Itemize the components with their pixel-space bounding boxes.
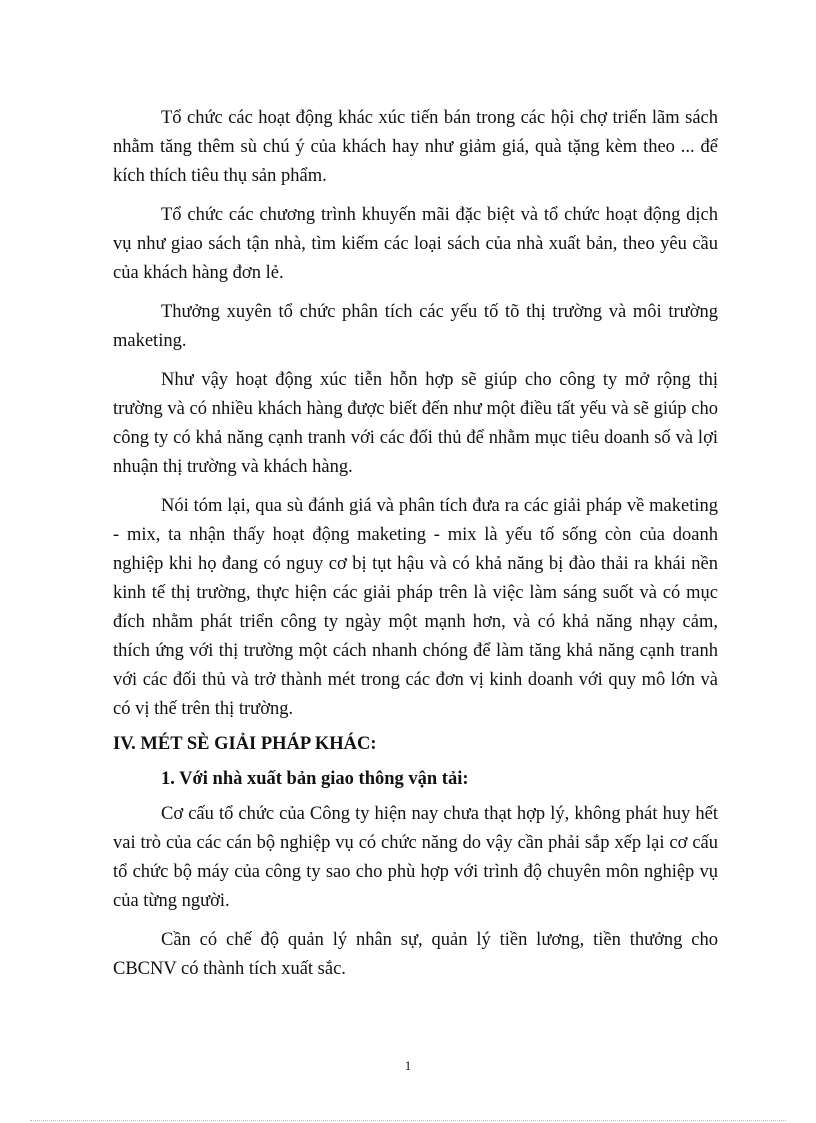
document-page xyxy=(113,104,718,984)
page-number: 1 xyxy=(404,1058,412,1073)
paragraph-promotion-fairs: Tổ chức các hoạt động khác xúc tiến bán trong các hội chợ triển lãm sách nhằm tăng thêm sù chú ý của khách hay như giảm giá, quà tặng kèm theo ... để kích thích tiêu thụ sản phẩm. xyxy=(113,108,718,186)
paragraph-market-analysis: Thưởng xuyên tổ chức phân tích các yếu tố tõ thị trường và môi trường maketing. xyxy=(113,302,718,351)
paragraph-promotion-mix: Như vậy hoạt động xúc tiễn hỗn hợp sẽ giúp cho công ty mở rộng thị trường và có nhiều khách hàng được biết đến như một điều tất yếu và sẽ giúp cho công ty có khả năng cạnh tranh với các đối thủ để nhằm mục tiêu doanh số và lợi nhuận thị trường và khách hàng. xyxy=(113,370,718,477)
section-heading: IV. MÉT SÈ GIẢI PHÁP KHÁC: xyxy=(113,734,377,754)
paragraph-special-promotions: Tổ chức các chương trình khuyến mãi đặc biệt và tổ chức hoạt động dịch vụ như giao sách tận nhà, tìm kiếm các loại sách của nhà xuất bản, theo yêu cầu của khách hàng đơn lẻ. xyxy=(113,205,718,283)
paragraph-conclusion: Nói tóm lại, qua sù đánh giá và phân tích đưa ra các giải pháp về maketing - mix, ta nhận thấy hoạt động maketing - mix là yếu tố sống còn của doanh nghiệp khi họ đang có nguy cơ bị tụt hậu và có khả năng bị đào thải ra khái nền kinh tế thị trường, thực hiện các giải pháp trên là việc làm sáng suốt và có mục đích nhằm phát triển công ty ngày một mạnh hơn, và có khả năng nhạy cảm, thích ứng với thị trường một cách nhanh chóng để làm tăng khả năng cạnh tranh với các đối thủ và trở thành mét trong các đơn vị kinh doanh với quy mô lớn và có vị thế trên thị trường. xyxy=(113,496,718,719)
paragraph-hr-management: Cần có chế độ quản lý nhân sự, quản lý tiền lương, tiền thưởng cho CBCNV có thành tích xuất sắc. xyxy=(113,930,718,979)
subsection-heading: 1. Với nhà xuất bản giao thông vận tải: xyxy=(161,769,469,789)
paragraph-org-structure: Cơ cấu tổ chức của Công ty hiện nay chưa thạt hợp lý, không phát huy hết vai trò của các cán bộ nghiệp vụ có chức năng do vậy cần phải sắp xếp lại cơ cấu tổ chức bộ máy của công ty sao cho phù hợp với trình độ chuyên môn nghiệp vụ của từng người. xyxy=(113,804,718,911)
footer-divider xyxy=(30,1120,786,1121)
